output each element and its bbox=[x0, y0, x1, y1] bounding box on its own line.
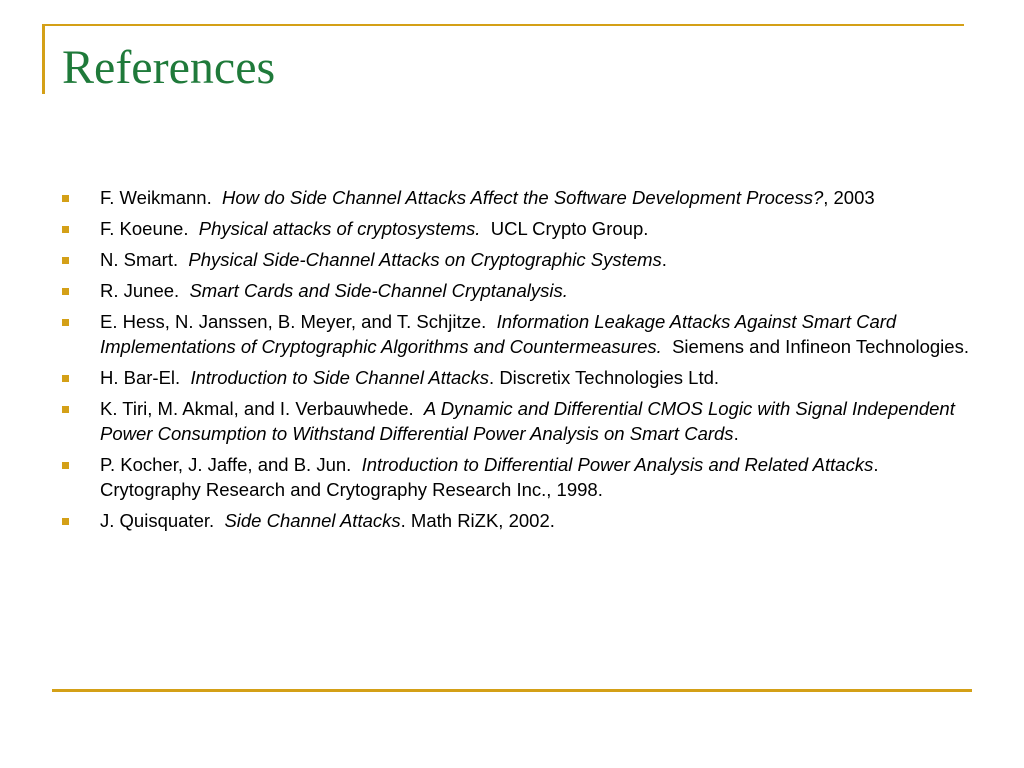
slide-title: References bbox=[62, 41, 276, 94]
reference-item bbox=[62, 508, 970, 533]
reference-details: UCL Crypto Group. bbox=[490, 218, 649, 239]
square-bullet-icon bbox=[62, 195, 69, 202]
reference-title: Side Channel Attacks bbox=[224, 510, 401, 531]
square-bullet-icon bbox=[62, 319, 69, 326]
reference-authors: R. Junee. bbox=[100, 280, 180, 301]
reference-details: Siemens and Infineon Technologies. bbox=[672, 336, 969, 357]
reference-details: , 2003 bbox=[823, 187, 875, 208]
reference-item bbox=[62, 185, 970, 210]
reference-item bbox=[62, 278, 970, 303]
reference-title: Physical Side-Channel Attacks on Cryptographic Systems bbox=[188, 249, 662, 270]
square-bullet-icon bbox=[62, 462, 69, 469]
reference-authors: F. Weikmann. bbox=[100, 187, 212, 208]
reference-list bbox=[62, 185, 970, 539]
reference-item bbox=[62, 247, 970, 272]
reference-item bbox=[62, 216, 970, 241]
square-bullet-icon bbox=[62, 375, 69, 382]
title-accent-top-rule bbox=[42, 24, 964, 26]
reference-authors: J. Quisquater. bbox=[100, 510, 215, 531]
reference-title: Introduction to Side Channel Attacks bbox=[190, 367, 490, 388]
reference-authors: P. Kocher, J. Jaffe, and B. Jun. bbox=[100, 454, 352, 475]
reference-authors: E. Hess, N. Janssen, B. Meyer, and T. Schjitze. bbox=[100, 311, 487, 332]
square-bullet-icon bbox=[62, 406, 69, 413]
reference-details: . Math RiZK, 2002. bbox=[400, 510, 555, 531]
title-accent-vertical-rule bbox=[42, 24, 45, 94]
reference-authors: F. Koeune. bbox=[100, 218, 189, 239]
reference-details: . bbox=[733, 423, 739, 444]
reference-item bbox=[62, 396, 970, 446]
reference-title: How do Side Channel Attacks Affect the Software Development Process? bbox=[222, 187, 824, 208]
reference-item bbox=[62, 452, 970, 502]
reference-title: Information Leakage Attacks Against Smart Card Implementations of Cryptographic Algorithms and Countermeasures. bbox=[100, 311, 897, 357]
reference-item bbox=[62, 309, 970, 359]
square-bullet-icon bbox=[62, 226, 69, 233]
reference-authors: K. Tiri, M. Akmal, and I. Verbauwhede. bbox=[100, 398, 414, 419]
reference-title: Smart Cards and Side-Channel Cryptanalysis. bbox=[189, 280, 568, 301]
footer-accent-rule bbox=[52, 689, 972, 692]
square-bullet-icon bbox=[62, 257, 69, 264]
reference-title: A Dynamic and Differential CMOS Logic with Signal Independent Power Consumption to Withstand Differential Power Analysis on Smart Cards bbox=[100, 398, 955, 444]
reference-title: Introduction to Differential Power Analysis and Related Attacks bbox=[361, 454, 874, 475]
reference-authors: H. Bar-El. bbox=[100, 367, 181, 388]
reference-authors: N. Smart. bbox=[100, 249, 179, 270]
reference-title: Physical attacks of cryptosystems. bbox=[198, 218, 481, 239]
reference-details: . Discretix Technologies Ltd. bbox=[489, 367, 720, 388]
square-bullet-icon bbox=[62, 288, 69, 295]
square-bullet-icon bbox=[62, 518, 69, 525]
reference-item bbox=[62, 365, 970, 390]
reference-details: . Crytography Research and Crytography Research Inc., 1998. bbox=[100, 454, 879, 500]
reference-details: . bbox=[661, 249, 667, 270]
